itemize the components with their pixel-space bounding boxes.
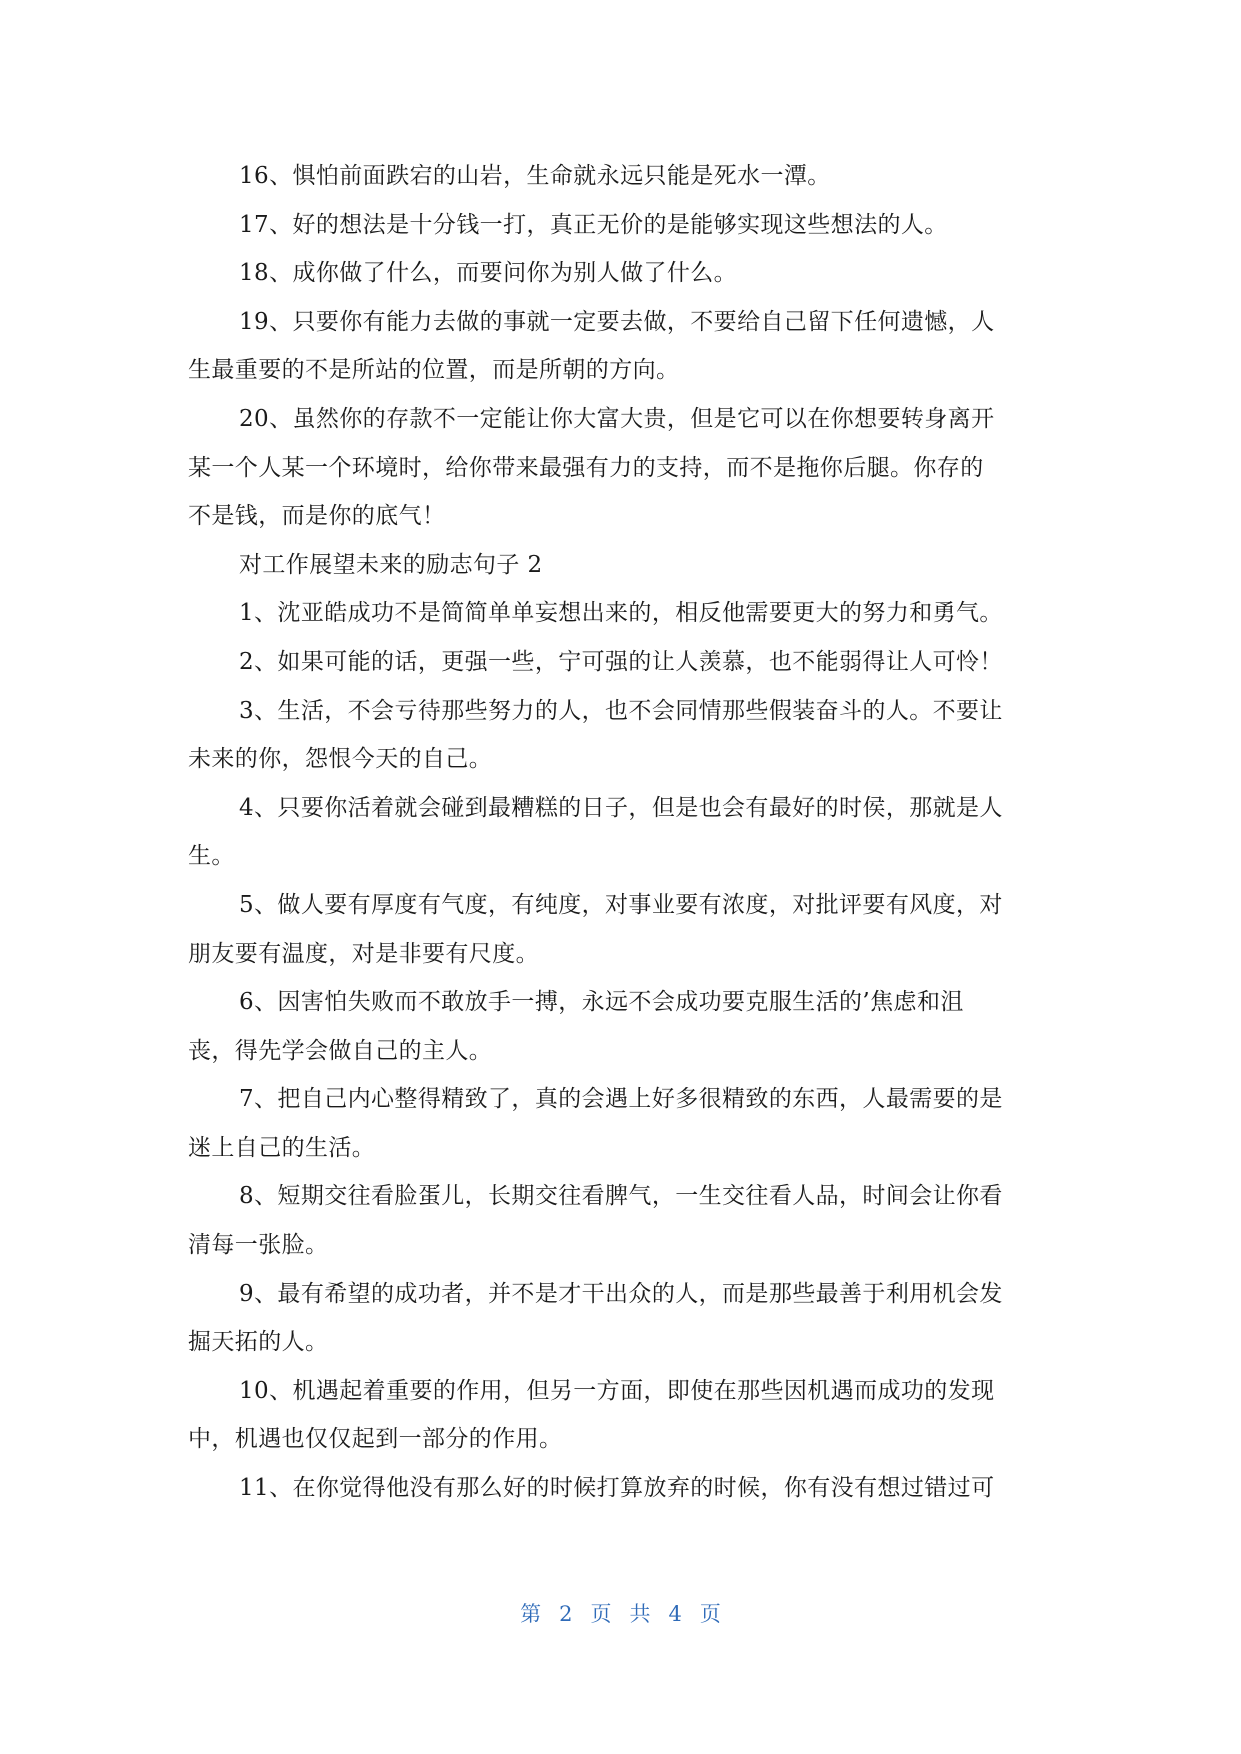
text-line: 8、短期交往看脸蛋儿，长期交往看脾气，一生交往看人品，时间会让你看 bbox=[239, 1183, 1003, 1210]
footer-label-gong: 共 bbox=[629, 1602, 651, 1626]
text-line: 16、惧怕前面跌宕的山岩，生命就永远只能是死水一潭。 bbox=[239, 163, 831, 189]
footer-label-ye-2: 页 bbox=[699, 1602, 721, 1626]
text-line: 9、最有希望的成功者，并不是才干出众的人，而是那些最善于利用机会发 bbox=[239, 1280, 1003, 1307]
text-line: 10、机遇起着重要的作用，但另一方面，即使在那些因机遇而成功的发现 bbox=[239, 1377, 995, 1404]
text-line: 3、生活，不会亏待那些努力的人，也不会同情那些假装奋斗的人。不要让 bbox=[239, 697, 1003, 724]
total-page-count: 4 bbox=[668, 1602, 682, 1626]
text-line: 生最重要的不是所站的位置，而是所朝的方向。 bbox=[188, 357, 680, 384]
text-line: 未来的你，怨恨今天的自己。 bbox=[188, 746, 493, 773]
text-line: 6、因害怕失败而不敢放手一搏，永远不会成功要克服生活的’焦虑和沮 bbox=[239, 989, 964, 1016]
text-line: 1、沈亚皓成功不是简简单单妄想出来的，相反他需要更大的努力和勇气。 bbox=[239, 600, 1003, 627]
text-line: 7、把自己内心整得精致了，真的会遇上好多很精致的东西，人最需要的是 bbox=[239, 1086, 1003, 1113]
text-line: 17、好的想法是十分钱一打，真正无价的是能够实现这些想法的人。 bbox=[239, 211, 948, 238]
page-footer bbox=[0, 1598, 1241, 1628]
footer-label-ye: 页 bbox=[590, 1602, 612, 1626]
document-body bbox=[188, 152, 1054, 1513]
text-line: 迷上自己的生活。 bbox=[188, 1134, 376, 1161]
section-heading: 对工作展望未来的励志句子 2 bbox=[239, 551, 543, 578]
text-line: 20、虽然你的存款不一定能让你大富大贵，但是它可以在你想要转身离开 bbox=[239, 405, 995, 432]
footer-label-di: 第 bbox=[520, 1602, 542, 1626]
text-line: 5、做人要有厚度有气度，有纯度，对事业要有浓度，对批评要有风度，对 bbox=[239, 891, 1003, 918]
text-line: 某一个人某一个环境时，给你带来最强有力的支持，而不是拖你后腿。你存的 bbox=[188, 454, 984, 481]
text-line: 11、在你觉得他没有那么好的时候打算放弃的时候，你有没有想过错过可 bbox=[239, 1475, 995, 1502]
text-line: 18、成你做了什么，而要问你为别人做了什么。 bbox=[239, 260, 738, 287]
text-line: 生。 bbox=[188, 843, 235, 870]
text-line: 中，机遇也仅仅起到一部分的作用。 bbox=[188, 1426, 563, 1453]
text-line: 不是钱，而是你的底气！ bbox=[188, 503, 446, 530]
text-line: 丧，得先学会做自己的主人。 bbox=[188, 1037, 493, 1064]
current-page-number: 2 bbox=[559, 1602, 573, 1626]
text-line: 朋友要有温度，对是非要有尺度。 bbox=[188, 940, 539, 967]
text-line: 19、只要你有能力去做的事就一定要去做，不要给自己留下任何遗憾，人 bbox=[239, 308, 995, 335]
text-line: 清每一张脸。 bbox=[188, 1232, 329, 1259]
text-line: 4、只要你活着就会碰到最糟糕的日子，但是也会有最好的时侯，那就是人 bbox=[239, 794, 1003, 821]
text-line: 掘天拓的人。 bbox=[188, 1329, 329, 1356]
text-line: 2、如果可能的话，更强一些，宁可强的让人羡慕，也不能弱得让人可怜！ bbox=[239, 648, 1003, 675]
